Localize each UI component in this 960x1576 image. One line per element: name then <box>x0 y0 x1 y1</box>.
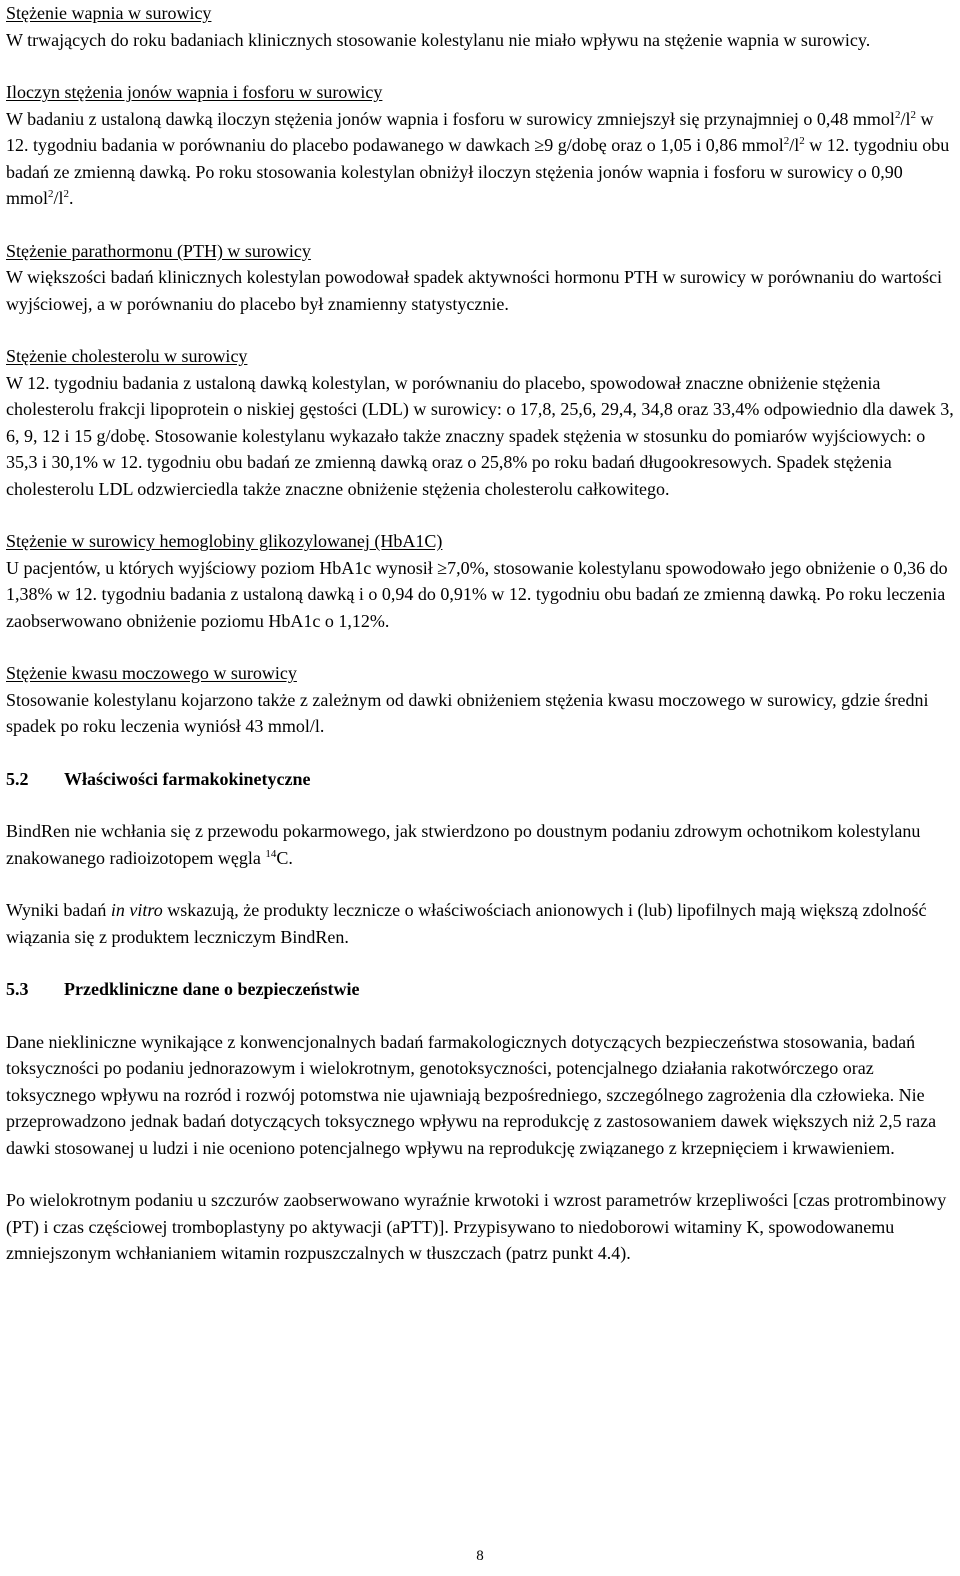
ca-p-text-5: /l <box>789 135 800 155</box>
preclinical-paragraph-2: Po wielokrotnym podaniu u szczurów zaobserwowano wyraźnie krwotoki i wzrost parametrów krzepliwości [czas protrombinowy (PT) i czas częściowej tromboplastyny po aktywacji (aPTT)]. Przypisywano to niedoborowi witaminy K, spowodowanemu zmniejszonym wchłanianiem witamin rozpuszczalnych w tłuszczach (patrz punkt 4.4). <box>6 1190 947 1263</box>
ca-p-text-7: /l <box>53 188 64 208</box>
ca-p-text-8: . <box>69 188 74 208</box>
cholesterol-heading: Stężenie cholesterolu w surowicy <box>6 346 248 366</box>
hba1c-text-2: 7,0%, stosowanie kolestylanu spowodowało jego obniżenie o 0,36 do 1,38% w 12. tygodniu badania z ustaloną dawką i o 0,94 do 0,91% w 12. tygodniu obu badań ze zmienną dawką. Po roku leczenia zaobserwowano obniżenie poziomu HbA1c o 1,12%. <box>6 557 948 631</box>
pk-text: Wyniki badań <box>6 900 111 920</box>
pth-heading: Stężenie parathormonu (PTH) w surowicy <box>6 240 311 261</box>
hba1c-section <box>6 528 956 634</box>
pk-paragraph-1 <box>6 818 956 871</box>
ca-p-product-heading: Iloczyn stężenia jonów wapnia i fosforu w surowicy <box>6 82 383 102</box>
pk-paragraph-2 <box>6 897 956 950</box>
pk-text: wskazują, że produkty lecznicze o właściwościach anionowych i (lub) lipofilnych mają większą zdolność wiązania się z produktem leczniczym BindRen. <box>6 900 927 947</box>
uric-acid-text: Stosowanie kolestylanu kojarzono także z zależnym od dawki obniżeniem stężenia kwasu moczowego w surowicy, gdzie średni spadek po roku leczenia wyniósł 43 mmol/l. <box>6 689 929 736</box>
ge-symbol: ≥ <box>437 557 448 578</box>
calcium-heading: Stężenie wapnia w surowicy <box>6 3 212 23</box>
in-vitro-italic: in vitro <box>110 900 163 920</box>
calcium-section <box>6 0 956 53</box>
ca-p-text-4: 9 g/dobę oraz o 1,05 i 0,86 mmol <box>544 135 784 155</box>
ca-p-text-2: /l <box>900 108 911 129</box>
section-5-3-heading <box>6 976 956 1003</box>
pth-section <box>6 238 956 318</box>
superscript-2: 2 <box>63 188 70 200</box>
section-title: Przedkliniczne dane o bezpieczeństwie <box>64 979 360 999</box>
superscript-2: 2 <box>910 108 916 121</box>
section-5-2-heading <box>6 766 956 793</box>
section-number: 5.2 <box>6 768 29 789</box>
pk-text: C. <box>276 847 293 868</box>
section-number: 5.3 <box>6 979 29 999</box>
uric-acid-heading: Stężenie kwasu moczowego w surowicy <box>6 663 297 683</box>
superscript-2: 2 <box>783 135 790 147</box>
page-number: 8 <box>476 1548 484 1564</box>
preclinical-paragraph-1: Dane niekliniczne wynikające z konwencjonalnych badań farmakologicznych dotyczących bezpieczeństwa stosowania, badań toksyczności po podaniu jednorazowym i wielokrotnym, genotoksyczności, potencjalnego działania rakotwórczego oraz toksycznego wpływu na rozród i rozwój potomstwa nie ujawniają bezpośredniego, szczególnego zagrożenia dla człowieka. Nie przeprowadzono jednak badań dotyczących toksycznego wpływu na reprodukcję z zastosowaniem dawek większych niż 2,5 raza dawki stosowanej u ludzi i nie oceniono potencjalnego wpływu na reprodukcję związanego z krzepnięciem i krwawieniem. <box>6 1031 937 1158</box>
hba1c-heading: Stężenie w surowicy hemoglobiny glikozylowanej (HbA1C) <box>6 531 443 551</box>
ca-p-text-3: w 12. tygodniu badania w porównaniu do placebo podawanego w dawkach <box>6 108 934 155</box>
section-title: Właściwości farmakokinetyczne <box>64 768 311 789</box>
hba1c-text-1: U pacjentów, u których wyjściowy poziom HbA1c wynosił <box>6 557 438 578</box>
document-page <box>6 0 956 1267</box>
ge-symbol: ≥ <box>534 135 545 155</box>
superscript-2: 2 <box>799 135 805 147</box>
calcium-text: W trwających do roku badaniach klinicznych stosowanie kolestylanu nie miało wpływu na stężenie wapnia w surowicy. <box>6 29 871 50</box>
ca-p-text-6: w 12. tygodniu obu badań ze zmienną dawką. Po roku stosowania kolestylan obniżył iloczyn stężenia jonów wapnia i fosforu w surowicy o 0,90 mmol <box>6 135 950 208</box>
cholesterol-section <box>6 343 956 502</box>
pth-text: W większości badań klinicznych kolestylan powodował spadek aktywności hormonu PTH w surowicy w porównaniu do wartości wyjściowej, a w porównaniu do placebo był znamienny statystycznie. <box>6 267 942 314</box>
superscript-2: 2 <box>48 188 54 200</box>
pk-text: BindRen nie wchłania się z przewodu pokarmowego, jak stwierdzono po doustnym podaniu zdrowym ochotnikom kolestylanu znakowanego radioizotopem węgla <box>6 821 921 868</box>
cholesterol-text: W 12. tygodniu badania z ustaloną dawką kolestylan, w porównaniu do placebo, spowodował znaczne obniżenie stężenia cholesterolu frakcji lipoprotein o niskiej gęstości (LDL) w surowicy: o 17,8, 25,6, 29,4, 34,8 oraz 33,4% odpowiednio dla dawek 3, 6, 9, 12 i 15 g/dobę. Stosowanie kolestylanu wykazało także znaczny spadek stężenia w stosunku do pomiarów wyjściowych: o 35,3 i 30,1% w 12. tygodniu obu badań ze zmienną dawką oraz o 25,8% po roku badań długookresowych. Spadek stężenia cholesterolu LDL odzwierciedla także znaczne obniżenie stężenia cholesterolu całkowitego. <box>6 372 954 499</box>
uric-acid-section <box>6 660 956 740</box>
ca-p-product-section <box>6 79 956 212</box>
superscript-14: 14 <box>265 847 277 860</box>
superscript-2: 2 <box>894 108 901 121</box>
ca-p-text-1: W badaniu z ustaloną dawką iloczyn stężenia jonów wapnia i fosforu w surowicy zmniejszył się przynajmniej o 0,48 mmol <box>6 108 895 129</box>
